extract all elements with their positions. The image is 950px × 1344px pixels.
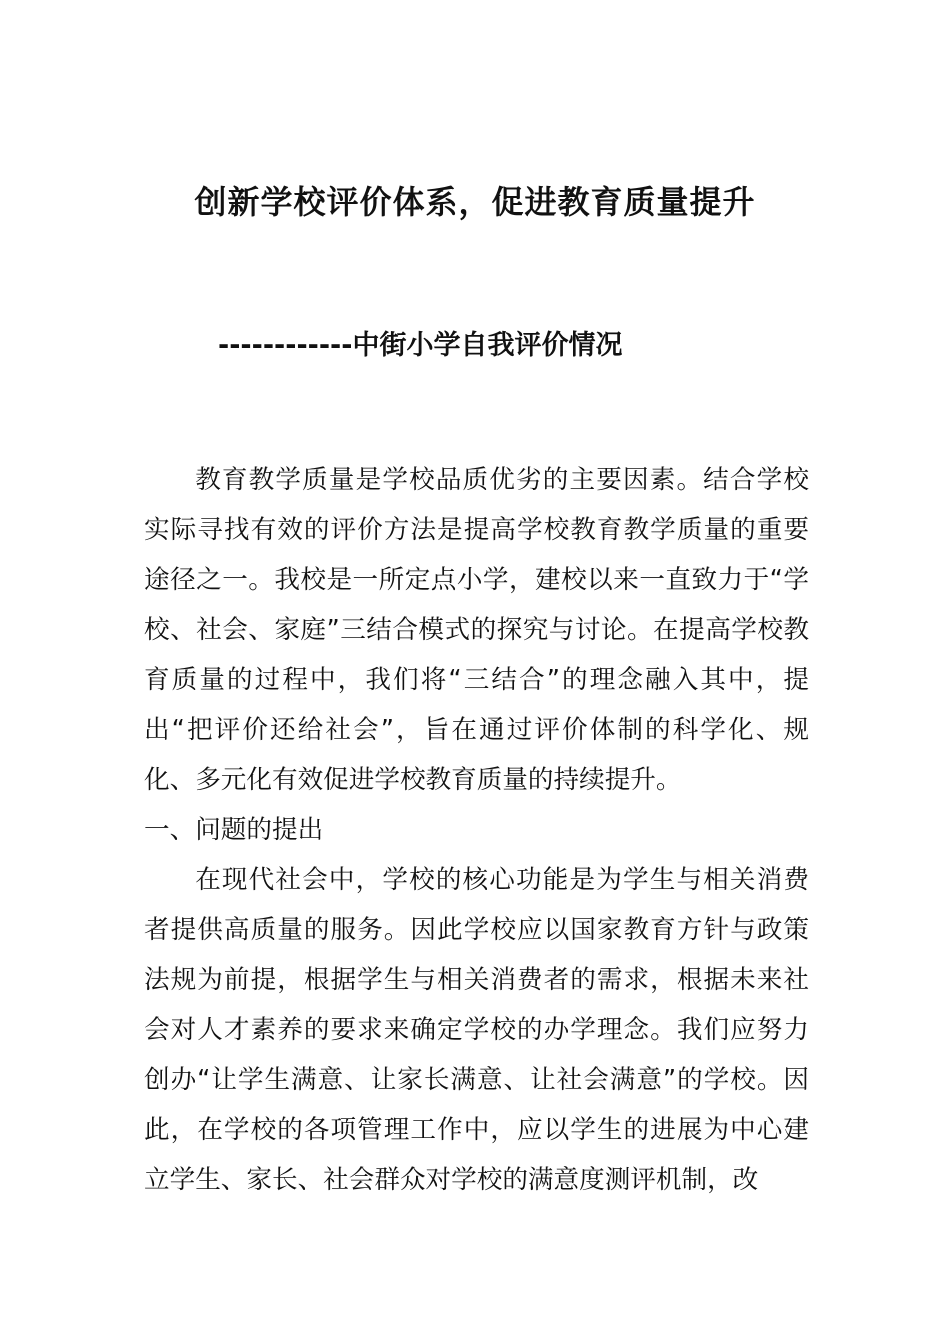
document-title: 创新学校评价体系，促进教育质量提升	[194, 183, 756, 221]
section-paragraph: 在现代社会中，学校的核心功能是为学生与相关消费者提供高质量的服务。因此学校应以国家教育方针与政策法规为前提，根据学生与相关消费者的需求，根据未来社会对人才素养的要求来确定学校的办学理念。我们应努力创办“让学生满意、让家长满意、让社会满意”的学校。因此，在学校的各项管理工作中，应以学生的进展为中心建立学生、家长、社会群众对学校的满意度测评机制，改	[144, 865, 809, 1195]
document-subtitle: ------------中街小学自我评价情况	[218, 330, 623, 361]
section-heading: 一、问题的提出	[144, 815, 324, 845]
intro-paragraph: 教育教学质量是学校品质优劣的主要因素。结合学校实际寻找有效的评价方法是提高学校教育教学质量的重要途径之一。我校是一所定点小学，建校以来一直致力于“学校、社会、家庭”三结合模式的探究与讨论。在提高学校教育质量的过程中，我们将“三结合”的理念融入其中，提出“把评价还给社会”，旨在通过评价体制的科学化、规化、多元化有效促进学校教育质量的持续提升。	[144, 465, 809, 795]
document-body	[144, 455, 809, 1205]
